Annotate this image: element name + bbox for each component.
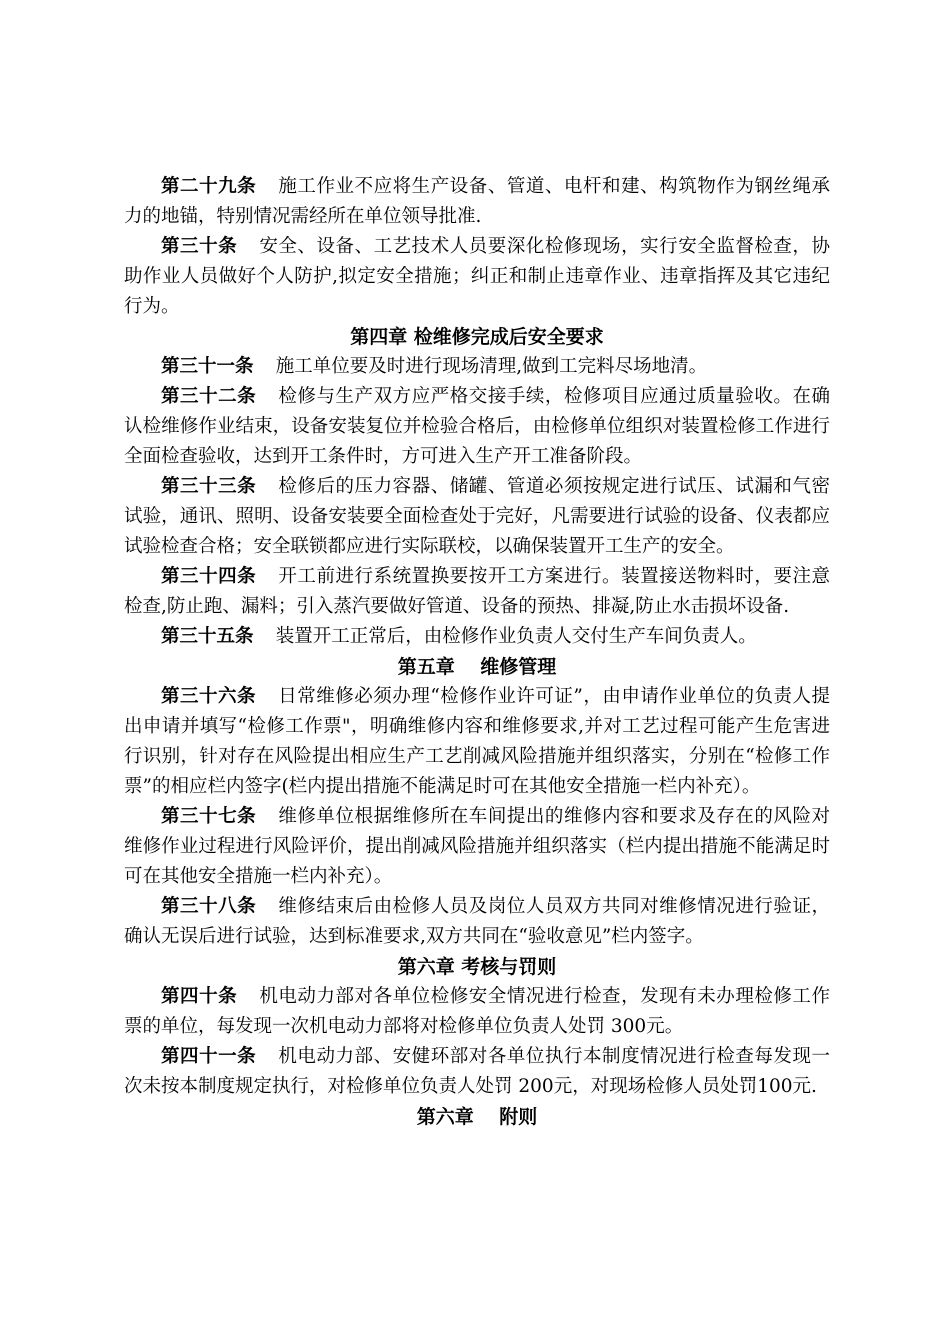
article-text: 检修后的压力容器、储罐、管道必须按规定进行试压、试漏和气密试验，通讯、照明、设备安装要全面检查处于完好，凡需要进行试验的设备、仪表都应试验检查合格；安全联锁都应进行实际联校，以确保装置开工生产的安全。 <box>124 476 830 557</box>
article-number: 第三十八条 <box>161 896 257 917</box>
article-text: 机电动力部对各单位检修安全情况进行检查，发现有未办理检修工作票的单位，每发现一次机电动力部将对检修单位负责人处罚 300元。 <box>124 986 830 1037</box>
document-body <box>124 172 830 1132</box>
article-text: 安全、设备、工艺技术人员要深化检修现场，实行安全监督检查，协助作业人员做好个人防护,拟定安全措施；纠正和制止违章作业、违章指挥及其它违纪行为。 <box>124 236 830 317</box>
article-number: 第三十条 <box>161 236 238 257</box>
article-number: 第三十二条 <box>161 386 257 407</box>
article-text: 检修与生产双方应严格交接手续，检修项目应通过质量验收。在确认检维修作业结束，设备安装复位并检验合格后，由检修单位组织对装置检修工作进行全面检查验收，达到开工条件时，方可进入生产开工准备阶段。 <box>124 386 830 467</box>
article-text: 施工作业不应将生产设备、管道、电杆和建、构筑物作为钢丝绳承力的地锚，特别情况需经所在单位领导批准. <box>124 176 830 227</box>
article-paragraph <box>124 802 830 892</box>
article-number: 第三十一条 <box>161 356 254 377</box>
article-paragraph <box>124 232 830 322</box>
article-number: 第三十五条 <box>161 626 254 647</box>
article-text: 机电动力部、安健环部对各单位执行本制度情况进行检查每发现一次未按本制度规定执行，对检修单位负责人处罚 200元，对现场检修人员处罚100元. <box>124 1046 830 1097</box>
article-number: 第四十条 <box>161 986 238 1007</box>
article-number: 第三十七条 <box>161 806 257 827</box>
article-number: 第二十九条 <box>161 176 257 197</box>
article-number: 第三十六条 <box>161 686 257 707</box>
article-paragraph <box>124 382 830 472</box>
article-paragraph <box>124 892 830 952</box>
article-paragraph <box>124 1042 830 1102</box>
article-paragraph <box>124 472 830 562</box>
chapter-heading: 第六章 附则 <box>416 1106 538 1128</box>
article-paragraph <box>124 562 830 622</box>
article-number: 第三十四条 <box>161 566 257 587</box>
article-text: 施工单位要及时进行现场清理,做到工完料尽场地清。 <box>275 356 708 377</box>
article-paragraph <box>124 352 830 382</box>
chapter-heading: 第四章 检维修完成后安全要求 <box>350 326 604 348</box>
article-paragraph <box>124 622 830 652</box>
article-text: 维修结束后由检修人员及岗位人员双方共同对维修情况进行验证，确认无误后进行试验，达到标准要求,双方共同在“验收意见”栏内签字。 <box>124 896 830 947</box>
article-number: 第三十三条 <box>161 476 257 497</box>
article-text: 开工前进行系统置换要按开工方案进行。装置接送物料时，要注意检查,防止跑、漏料；引入蒸汽要做好管道、设备的预热、排凝,防止水击损坏设备. <box>124 566 830 617</box>
article-paragraph <box>124 682 830 802</box>
chapter-heading: 第五章 维修管理 <box>397 656 557 678</box>
article-number: 第四十一条 <box>161 1046 257 1067</box>
article-paragraph <box>124 982 830 1042</box>
article-text: 装置开工正常后，由检修作业负责人交付生产车间负责人。 <box>275 626 757 647</box>
article-text: 日常维修必须办理“检修作业许可证”，由申请作业单位的负责人提出申请并填写“检修工作票"，明确维修内容和维修要求,并对工艺过程可能产生危害进行识别，针对存在风险提出相应生产工艺削减风险措施并组织落实，分别在“检修工作票”的相应栏内签字(栏内提出措施不能满足时可在其他安全措施一栏内补充）。 <box>124 686 830 797</box>
chapter-heading: 第六章 考核与罚则 <box>397 956 557 978</box>
article-text: 维修单位根据维修所在车间提出的维修内容和要求及存在的风险对维修作业过程进行风险评价，提出削减风险措施并组织落实（栏内提出措施不能满足时可在其他安全措施一栏内补充）。 <box>124 806 830 887</box>
article-paragraph <box>124 172 830 232</box>
